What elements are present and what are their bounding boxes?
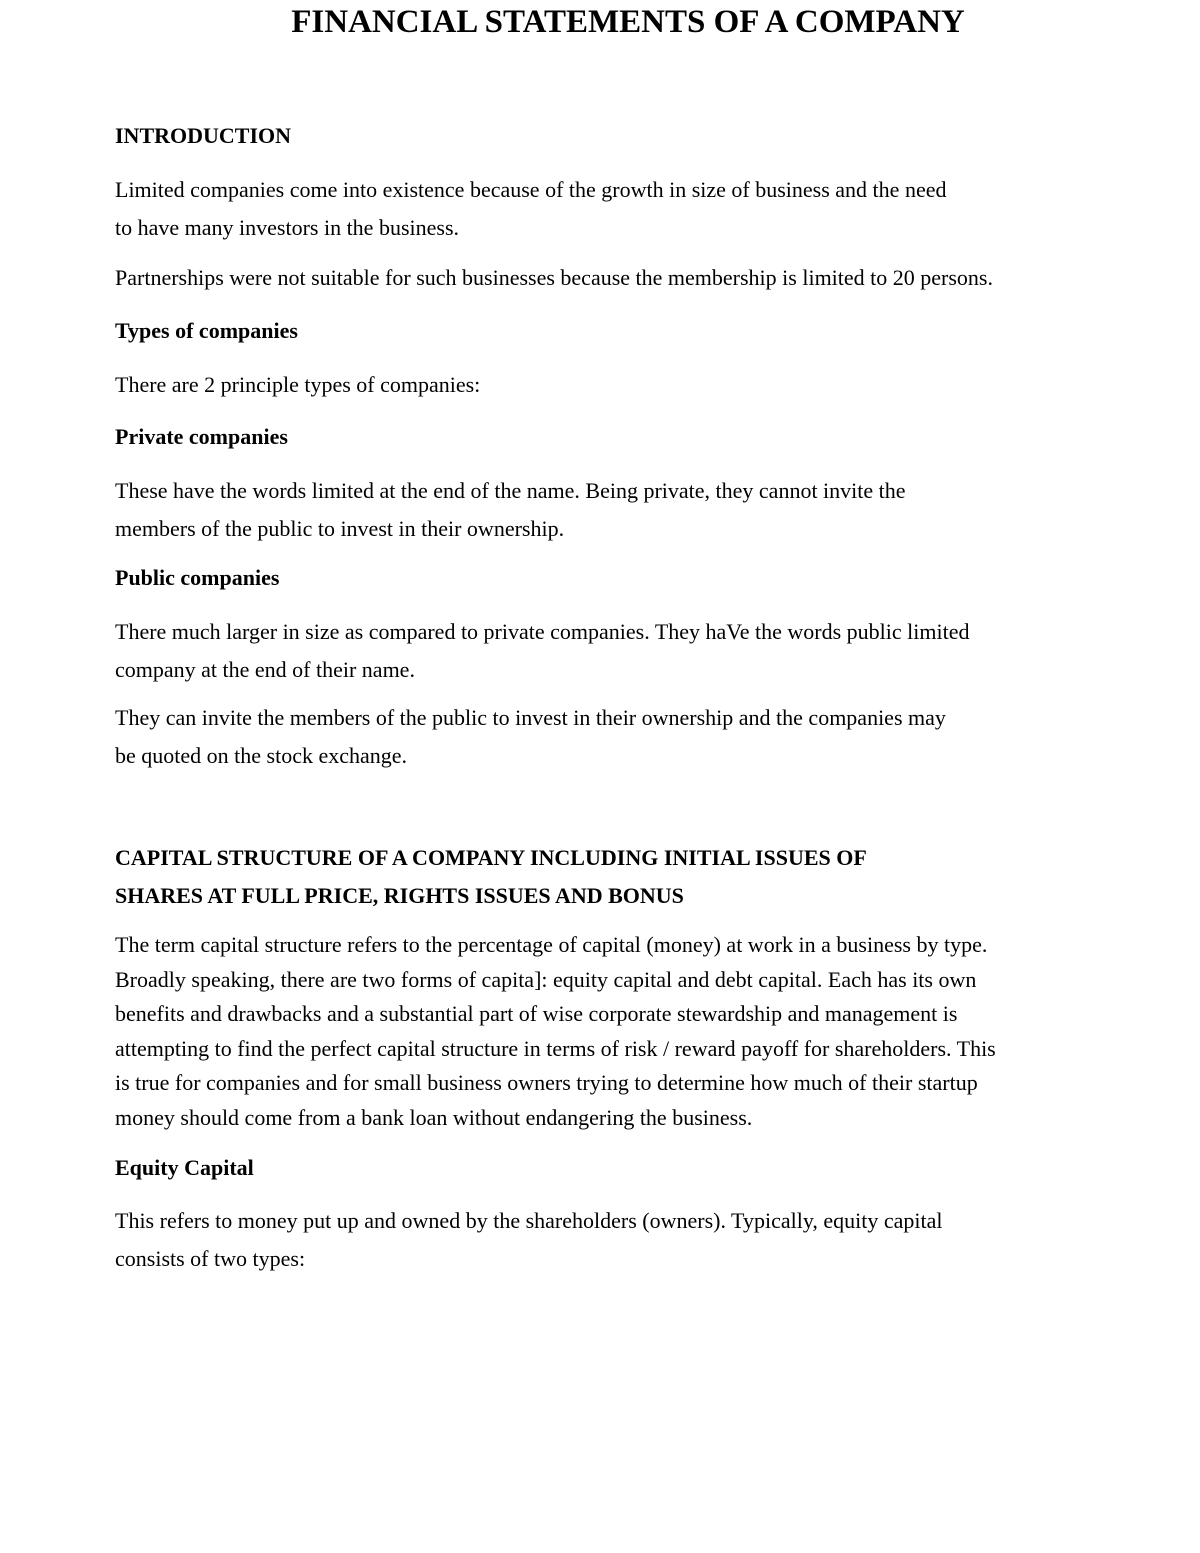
capital-structure-paragraph: [115, 928, 996, 1135]
text-line: to have many investors in the business.: [115, 215, 460, 240]
text-line: company at the end of their name.: [115, 657, 415, 682]
text-line: Limited companies come into existence because of the growth in size of business and the need: [115, 177, 947, 202]
text-line: consists of two types:: [115, 1246, 306, 1271]
public-companies-paragraph-2: [115, 699, 946, 775]
text-line: There much larger in size as compared to private companies. They haVe the words public limited: [115, 619, 970, 644]
heading-line: CAPITAL STRUCTURE OF A COMPANY INCLUDING INITIAL ISSUES OF: [115, 845, 867, 870]
text-line: This refers to money put up and owned by the shareholders (owners). Typically, equity capital: [115, 1208, 943, 1233]
heading-line: SHARES AT FULL PRICE, RIGHTS ISSUES AND BONUS: [115, 883, 684, 908]
text-line: Broadly speaking, there are two forms of capita]: equity capital and debt capital. Each has its own: [115, 966, 977, 992]
document-title: FINANCIAL STATEMENTS OF A COMPANY: [291, 4, 965, 40]
text-line: The term capital structure refers to the percentage of capital (money) at work in a business by type.: [115, 932, 988, 957]
public-companies-paragraph-1: [115, 613, 969, 689]
text-line: attempting to find the perfect capital structure in terms of risk / reward payoff for shareholders. This: [115, 1035, 996, 1061]
capital-structure-heading: [115, 839, 867, 915]
private-companies-heading: Private companies: [115, 424, 288, 449]
text-line: members of the public to invest in their ownership.: [115, 516, 565, 541]
private-companies-paragraph: [115, 472, 906, 548]
text-line: These have the words limited at the end of the name. Being private, they cannot invite the: [115, 478, 906, 503]
introduction-heading: INTRODUCTION: [115, 123, 292, 148]
text-line: benefits and drawbacks and a substantial part of wise corporate stewardship and management is: [115, 1001, 958, 1026]
introduction-paragraph-2: Partnerships were not suitable for such businesses because the membership is limited to 20 persons.: [115, 265, 993, 290]
types-of-companies-heading: Types of companies: [115, 318, 298, 343]
text-line: money should come from a bank loan without endangering the business.: [115, 1104, 753, 1130]
types-of-companies-paragraph: There are 2 principle types of companies:: [115, 372, 481, 397]
text-line: is true for companies and for small business owners trying to determine how much of their startup: [115, 1070, 978, 1095]
text-line: They can invite the members of the public to invest in their ownership and the companies may: [115, 705, 946, 730]
public-companies-heading: Public companies: [115, 565, 280, 590]
equity-capital-paragraph: [115, 1202, 943, 1278]
equity-capital-heading: Equity Capital: [115, 1155, 254, 1180]
text-line: be quoted on the stock exchange.: [115, 743, 408, 768]
introduction-paragraph-1: [115, 171, 946, 247]
